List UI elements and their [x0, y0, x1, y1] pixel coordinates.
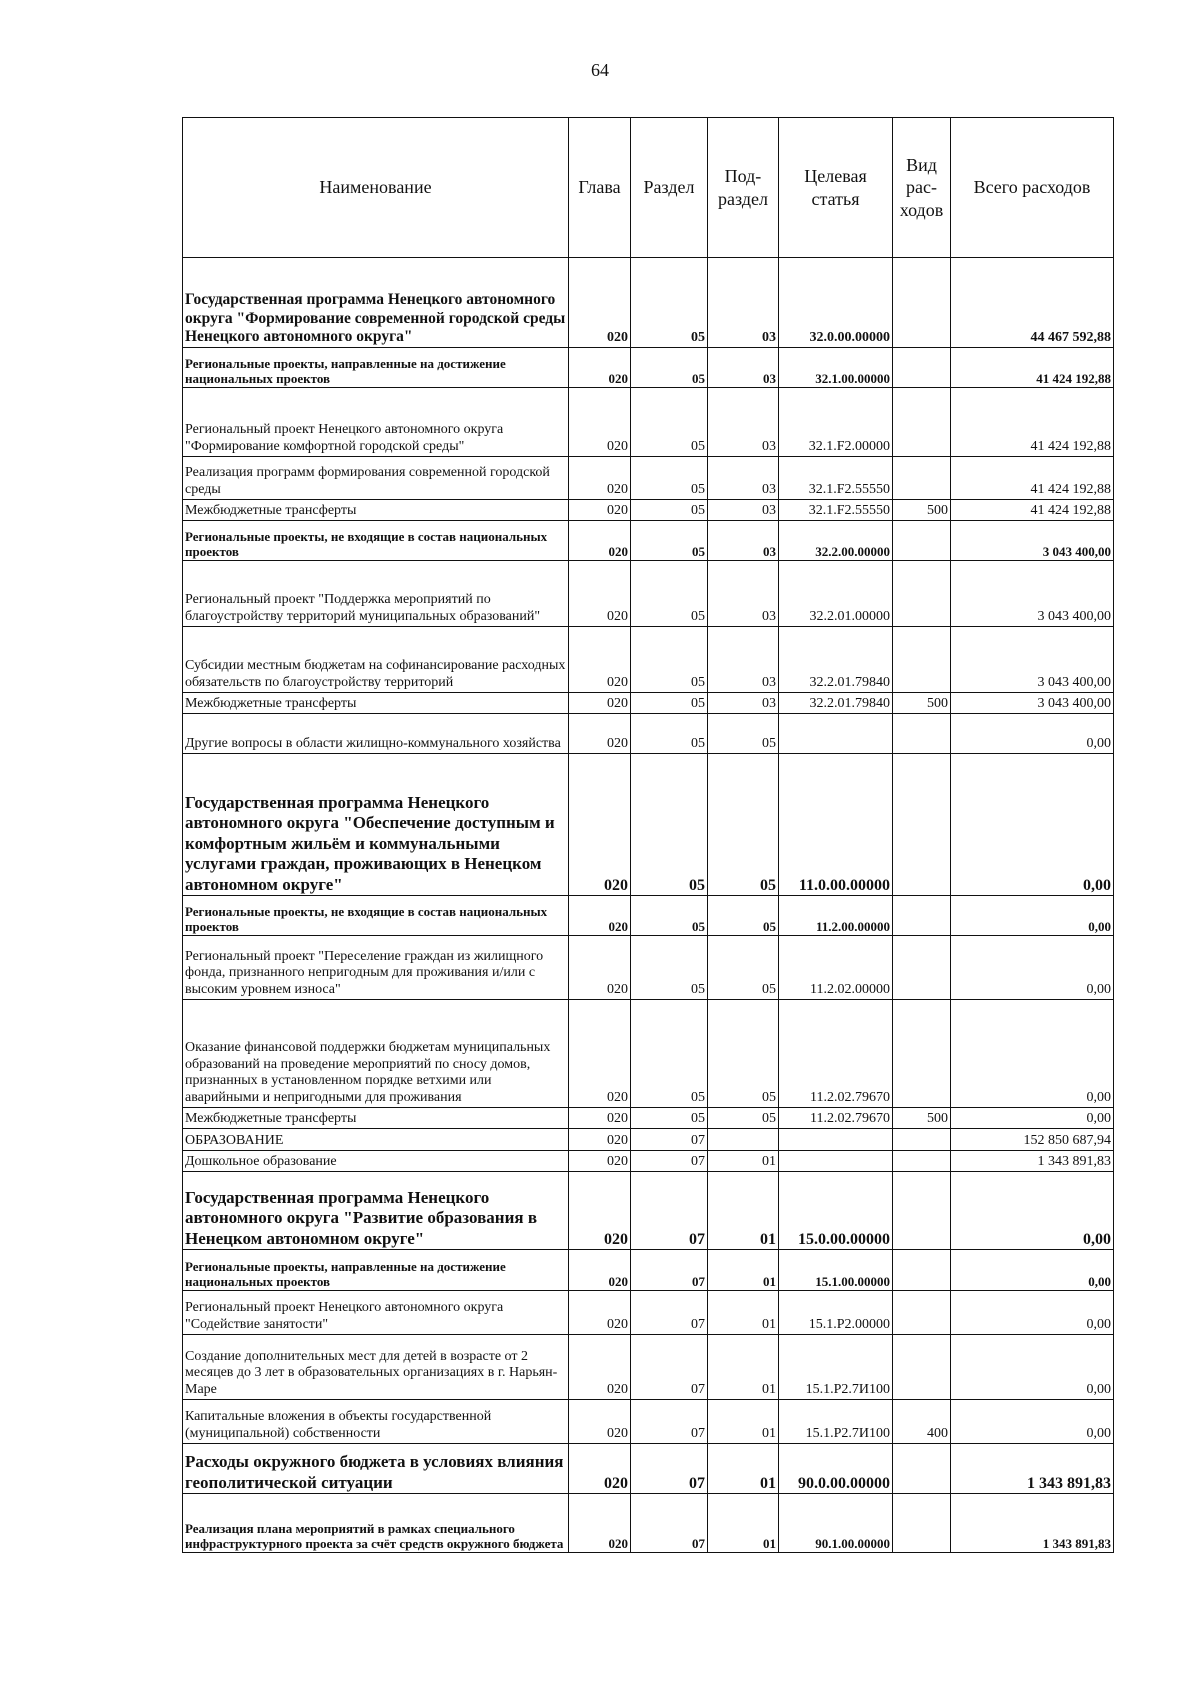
- table-row: [183, 693, 1114, 714]
- row-glava: 020: [569, 1400, 631, 1444]
- row-vsego: 0,00: [951, 1172, 1114, 1250]
- budget-table: [182, 117, 1114, 1553]
- table-row: [183, 1172, 1114, 1250]
- header-tselevaya: Целевая статья: [779, 118, 893, 258]
- header-name: Наименование: [183, 118, 569, 258]
- row-vsego: 1 343 891,83: [951, 1444, 1114, 1494]
- row-vsego: 0,00: [951, 1000, 1114, 1108]
- row-razdel: 07: [631, 1129, 708, 1151]
- row-tselevaya: 32.0.00.00000: [779, 258, 893, 348]
- row-vid: [893, 1291, 951, 1335]
- row-tselevaya: 11.0.00.00000: [779, 754, 893, 896]
- row-vid: [893, 714, 951, 754]
- row-tselevaya: 32.1.F2.00000: [779, 388, 893, 457]
- row-glava: 020: [569, 693, 631, 714]
- row-glava: 020: [569, 1151, 631, 1172]
- table-row: [183, 1494, 1114, 1553]
- row-name: Региональный проект "Поддержка мероприятий по благоустройству территорий муниципальных образований": [183, 561, 569, 627]
- row-razdel: 07: [631, 1494, 708, 1553]
- table-row: [183, 561, 1114, 627]
- row-glava: 020: [569, 258, 631, 348]
- row-vsego: 3 043 400,00: [951, 521, 1114, 561]
- row-vid: [893, 1494, 951, 1553]
- row-tselevaya: 15.1.P2.7И100: [779, 1400, 893, 1444]
- row-vid: [893, 1250, 951, 1291]
- row-name: Государственная программа Ненецкого автономного округа "Обеспечение доступным и комфортным жильём и коммунальными услугами граждан, проживающих в Ненецком автономном округе": [183, 754, 569, 896]
- row-tselevaya: 32.2.01.79840: [779, 627, 893, 693]
- header-glava: Глава: [569, 118, 631, 258]
- row-vsego: 0,00: [951, 1400, 1114, 1444]
- row-podrazdel: 03: [708, 388, 779, 457]
- row-tselevaya: 11.2.02.79670: [779, 1108, 893, 1129]
- row-vid: [893, 936, 951, 1000]
- table-row: [183, 388, 1114, 457]
- row-glava: 020: [569, 457, 631, 500]
- row-name: Региональный проект "Переселение граждан из жилищного фонда, признанного непригодным для проживания и/или с высоким уровнем износа": [183, 936, 569, 1000]
- row-vsego: 0,00: [951, 896, 1114, 936]
- row-podrazdel: 05: [708, 1108, 779, 1129]
- row-tselevaya: 32.1.00.00000: [779, 348, 893, 388]
- header-row: [183, 118, 1114, 258]
- table-row: [183, 1291, 1114, 1335]
- row-razdel: 05: [631, 457, 708, 500]
- row-razdel: 05: [631, 388, 708, 457]
- row-name: Реализация программ формирования современной городской среды: [183, 457, 569, 500]
- row-glava: 020: [569, 936, 631, 1000]
- row-vsego: 3 043 400,00: [951, 627, 1114, 693]
- row-razdel: 07: [631, 1172, 708, 1250]
- row-name: Субсидии местным бюджетам на софинансирование расходных обязательств по благоустройству территорий: [183, 627, 569, 693]
- row-vsego: 0,00: [951, 1250, 1114, 1291]
- row-vid: 500: [893, 500, 951, 521]
- row-tselevaya: 90.1.00.00000: [779, 1494, 893, 1553]
- row-tselevaya: 15.1.P2.7И100: [779, 1335, 893, 1400]
- table-row: [183, 1129, 1114, 1151]
- row-name: ОБРАЗОВАНИЕ: [183, 1129, 569, 1151]
- header-podrazdel: Под- раздел: [708, 118, 779, 258]
- row-razdel: 05: [631, 714, 708, 754]
- table-row: [183, 936, 1114, 1000]
- row-podrazdel: 01: [708, 1444, 779, 1494]
- row-tselevaya: 32.2.00.00000: [779, 521, 893, 561]
- row-name: Создание дополнительных мест для детей в возрасте от 2 месяцев до 3 лет в образовательных организациях в г. Нарьян-Маре: [183, 1335, 569, 1400]
- row-podrazdel: 01: [708, 1335, 779, 1400]
- row-name: Дошкольное образование: [183, 1151, 569, 1172]
- row-glava: 020: [569, 1172, 631, 1250]
- row-razdel: 07: [631, 1400, 708, 1444]
- row-name: Региональный проект Ненецкого автономного округа "Формирование комфортной городской среды": [183, 388, 569, 457]
- row-vid: [893, 1151, 951, 1172]
- row-razdel: 05: [631, 693, 708, 714]
- row-tselevaya: 15.1.P2.00000: [779, 1291, 893, 1335]
- row-name: Государственная программа Ненецкого автономного округа "Развитие образования в Ненецком автономном округе": [183, 1172, 569, 1250]
- row-vsego: 0,00: [951, 1291, 1114, 1335]
- table-row: [183, 754, 1114, 896]
- row-podrazdel: 03: [708, 521, 779, 561]
- row-vsego: 1 343 891,83: [951, 1494, 1114, 1553]
- row-vid: [893, 1129, 951, 1151]
- row-podrazdel: 01: [708, 1494, 779, 1553]
- row-vsego: 0,00: [951, 714, 1114, 754]
- row-vid: [893, 348, 951, 388]
- table-row: [183, 1250, 1114, 1291]
- table-row: [183, 258, 1114, 348]
- row-glava: 020: [569, 714, 631, 754]
- row-podrazdel: 05: [708, 1000, 779, 1108]
- row-razdel: 05: [631, 1000, 708, 1108]
- row-podrazdel: 03: [708, 627, 779, 693]
- row-razdel: 07: [631, 1151, 708, 1172]
- row-razdel: 05: [631, 561, 708, 627]
- row-podrazdel: 01: [708, 1151, 779, 1172]
- row-vid: [893, 1335, 951, 1400]
- table-row: [183, 1108, 1114, 1129]
- row-vsego: 1 343 891,83: [951, 1151, 1114, 1172]
- row-name: Межбюджетные трансферты: [183, 693, 569, 714]
- row-vsego: 3 043 400,00: [951, 693, 1114, 714]
- row-vid: [893, 258, 951, 348]
- row-podrazdel: [708, 1129, 779, 1151]
- row-tselevaya: 90.0.00.00000: [779, 1444, 893, 1494]
- row-vid: [893, 1172, 951, 1250]
- row-podrazdel: 03: [708, 500, 779, 521]
- row-vsego: 3 043 400,00: [951, 561, 1114, 627]
- row-tselevaya: [779, 1129, 893, 1151]
- row-vsego: 0,00: [951, 936, 1114, 1000]
- row-vsego: 0,00: [951, 1108, 1114, 1129]
- row-vsego: 41 424 192,88: [951, 457, 1114, 500]
- row-vsego: 41 424 192,88: [951, 388, 1114, 457]
- table-row: [183, 500, 1114, 521]
- row-podrazdel: 05: [708, 896, 779, 936]
- row-podrazdel: 01: [708, 1250, 779, 1291]
- row-podrazdel: 01: [708, 1400, 779, 1444]
- row-name: Реализация плана мероприятий в рамках специального инфраструктурного проекта за счёт средств окружного бюджета: [183, 1494, 569, 1553]
- row-podrazdel: 01: [708, 1172, 779, 1250]
- row-glava: 020: [569, 1444, 631, 1494]
- row-glava: 020: [569, 1000, 631, 1108]
- row-vid: [893, 561, 951, 627]
- row-tselevaya: [779, 714, 893, 754]
- row-name: Региональные проекты, направленные на достижение национальных проектов: [183, 348, 569, 388]
- row-vid: [893, 1000, 951, 1108]
- row-podrazdel: 05: [708, 754, 779, 896]
- row-vid: [893, 754, 951, 896]
- row-glava: 020: [569, 348, 631, 388]
- row-glava: 020: [569, 388, 631, 457]
- header-razdel: Раздел: [631, 118, 708, 258]
- row-glava: 020: [569, 1291, 631, 1335]
- row-name: Региональные проекты, не входящие в состав национальных проектов: [183, 896, 569, 936]
- row-name: Региональные проекты, направленные на достижение национальных проектов: [183, 1250, 569, 1291]
- row-vid: [893, 457, 951, 500]
- row-vsego: 0,00: [951, 1335, 1114, 1400]
- row-vid: [893, 896, 951, 936]
- row-glava: 020: [569, 754, 631, 896]
- row-vid: [893, 1444, 951, 1494]
- row-name: Межбюджетные трансферты: [183, 1108, 569, 1129]
- row-glava: 020: [569, 521, 631, 561]
- row-vsego: 152 850 687,94: [951, 1129, 1114, 1151]
- row-name: Региональные проекты, не входящие в состав национальных проектов: [183, 521, 569, 561]
- table-row: [183, 896, 1114, 936]
- row-vsego: 0,00: [951, 754, 1114, 896]
- row-podrazdel: 03: [708, 457, 779, 500]
- row-podrazdel: 03: [708, 258, 779, 348]
- row-vid: 500: [893, 693, 951, 714]
- table-row: [183, 457, 1114, 500]
- row-tselevaya: 11.2.02.79670: [779, 1000, 893, 1108]
- row-tselevaya: 15.1.00.00000: [779, 1250, 893, 1291]
- row-tselevaya: 15.0.00.00000: [779, 1172, 893, 1250]
- row-tselevaya: 11.2.00.00000: [779, 896, 893, 936]
- header-vsego: Всего расходов: [951, 118, 1114, 258]
- row-razdel: 05: [631, 627, 708, 693]
- row-tselevaya: 11.2.02.00000: [779, 936, 893, 1000]
- table-row: [183, 1000, 1114, 1108]
- row-razdel: 05: [631, 348, 708, 388]
- row-name: Расходы окружного бюджета в условиях влияния геополитической ситуации: [183, 1444, 569, 1494]
- table-row: [183, 627, 1114, 693]
- row-tselevaya: 32.1.F2.55550: [779, 500, 893, 521]
- row-razdel: 07: [631, 1444, 708, 1494]
- table-row: [183, 1400, 1114, 1444]
- row-glava: 020: [569, 1108, 631, 1129]
- row-tselevaya: [779, 1151, 893, 1172]
- row-vid: 500: [893, 1108, 951, 1129]
- row-glava: 020: [569, 627, 631, 693]
- table-row: [183, 348, 1114, 388]
- row-glava: 020: [569, 896, 631, 936]
- table-row: [183, 1335, 1114, 1400]
- row-name: Капитальные вложения в объекты государственной (муниципальной) собственности: [183, 1400, 569, 1444]
- row-glava: 020: [569, 1129, 631, 1151]
- row-podrazdel: 01: [708, 1291, 779, 1335]
- row-vsego: 41 424 192,88: [951, 348, 1114, 388]
- row-razdel: 05: [631, 754, 708, 896]
- row-podrazdel: 03: [708, 693, 779, 714]
- row-podrazdel: 03: [708, 348, 779, 388]
- row-vid: [893, 521, 951, 561]
- row-glava: 020: [569, 500, 631, 521]
- row-vid: [893, 388, 951, 457]
- table-row: [183, 521, 1114, 561]
- row-razdel: 07: [631, 1335, 708, 1400]
- row-tselevaya: 32.1.F2.55550: [779, 457, 893, 500]
- row-tselevaya: 32.2.01.79840: [779, 693, 893, 714]
- row-razdel: 05: [631, 896, 708, 936]
- row-vsego: 41 424 192,88: [951, 500, 1114, 521]
- row-vsego: 44 467 592,88: [951, 258, 1114, 348]
- row-vid: [893, 627, 951, 693]
- row-name: Другие вопросы в области жилищно-коммунального хозяйства: [183, 714, 569, 754]
- row-podrazdel: 03: [708, 561, 779, 627]
- row-name: Межбюджетные трансферты: [183, 500, 569, 521]
- row-razdel: 07: [631, 1291, 708, 1335]
- row-glava: 020: [569, 561, 631, 627]
- row-name: Региональный проект Ненецкого автономного округа "Содействие занятости": [183, 1291, 569, 1335]
- row-name: Государственная программа Ненецкого автономного округа "Формирование современной городской среды Ненецкого автономного округа": [183, 258, 569, 348]
- row-razdel: 05: [631, 1108, 708, 1129]
- row-glava: 020: [569, 1250, 631, 1291]
- row-name: Оказание финансовой поддержки бюджетам муниципальных образований на проведение мероприятий по сносу домов, признанных в установленном порядке ветхими или аварийными и непригодными для проживания: [183, 1000, 569, 1108]
- row-razdel: 05: [631, 936, 708, 1000]
- table-row: [183, 714, 1114, 754]
- row-razdel: 05: [631, 521, 708, 561]
- row-vid: 400: [893, 1400, 951, 1444]
- row-tselevaya: 32.2.01.00000: [779, 561, 893, 627]
- header-vid: Вид рас- ходов: [893, 118, 951, 258]
- row-glava: 020: [569, 1494, 631, 1553]
- row-glava: 020: [569, 1335, 631, 1400]
- row-razdel: 05: [631, 500, 708, 521]
- row-podrazdel: 05: [708, 936, 779, 1000]
- table-row: [183, 1151, 1114, 1172]
- row-razdel: 07: [631, 1250, 708, 1291]
- row-podrazdel: 05: [708, 714, 779, 754]
- row-razdel: 05: [631, 258, 708, 348]
- table-row: [183, 1444, 1114, 1494]
- page-number: 64: [591, 60, 609, 80]
